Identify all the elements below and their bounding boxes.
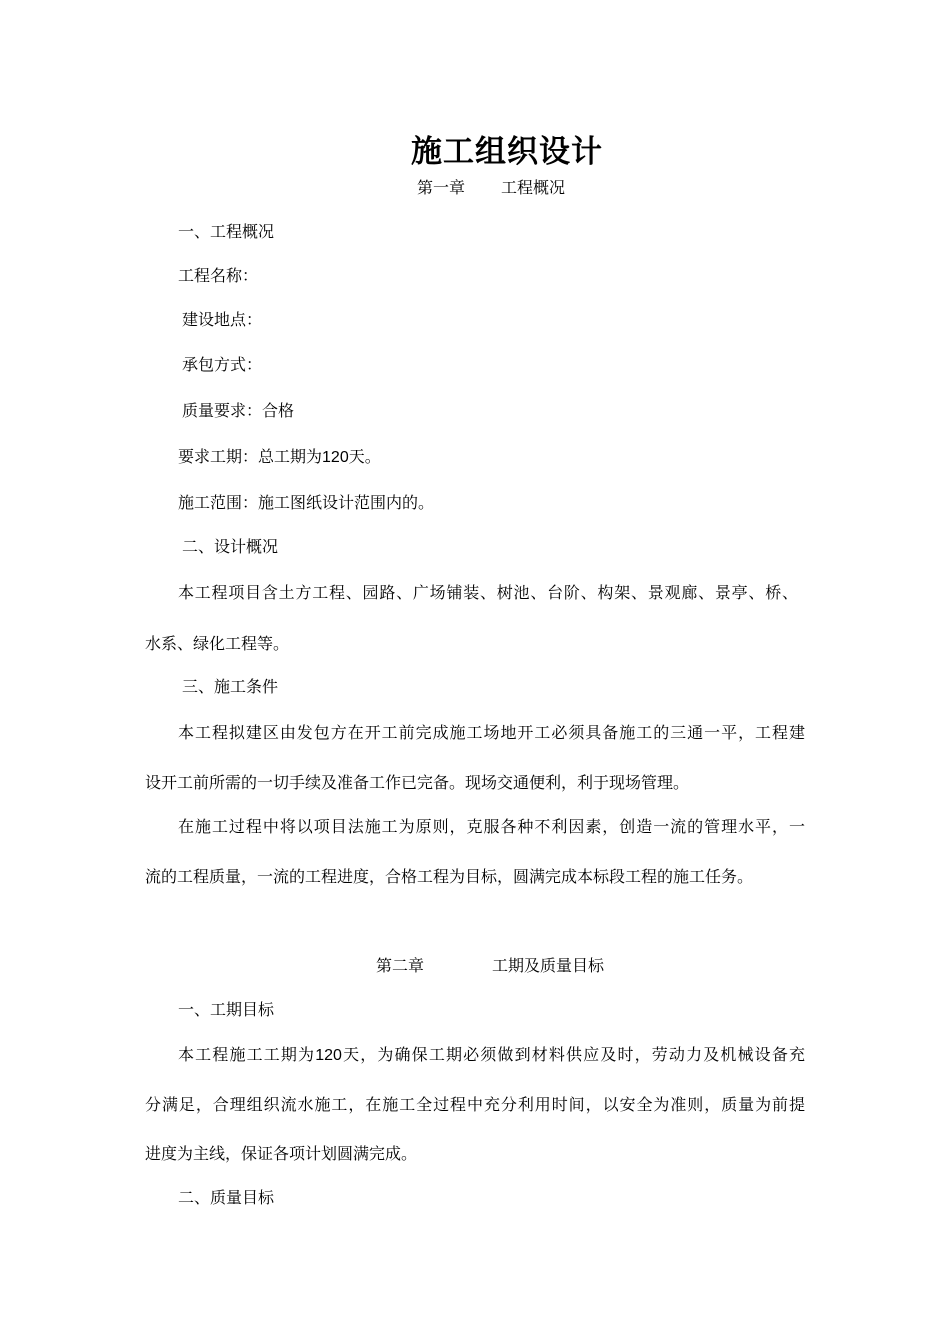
schedule-goal-line1 — [178, 1045, 805, 1066]
duration-suffix: 天。 — [348, 447, 381, 466]
schedule-goal-days: 120 — [315, 1047, 342, 1064]
location-field: 建设地点： — [182, 310, 263, 329]
design-overview-line2: 水系、绿化工程等。 — [145, 634, 290, 653]
chapter1-name: 工程概况 — [501, 178, 566, 197]
c2-section1-heading: 一、工期目标 — [178, 1000, 275, 1019]
schedule-goal-prefix: 本工程施工工期为 — [178, 1045, 316, 1064]
chapter1-label: 第一章 — [417, 178, 466, 197]
duration-days: 120 — [322, 449, 349, 466]
schedule-goal-line3: 进度为主线，保证各项计划圆满完成。 — [145, 1144, 418, 1163]
quality-requirement-field: 质量要求：合格 — [182, 401, 295, 420]
section3-heading: 三、施工条件 — [182, 677, 279, 696]
section1-heading: 一、工程概况 — [178, 222, 275, 241]
scope-field: 施工范围：施工图纸设计范围内的。 — [178, 493, 435, 512]
conditions-p2-line1: 在施工过程中将以项目法施工为原则，克服各种不利因素，创造一流的管理水平，一 — [178, 817, 805, 836]
duration-field — [178, 447, 381, 468]
conditions-p1-line1: 本工程拟建区由发包方在开工前完成施工场地开工必须具备施工的三通一平，工程建 — [178, 723, 805, 742]
conditions-p2-line2: 流的工程质量，一流的工程进度，合格工程为目标，圆满完成本标段工程的施工任务。 — [145, 867, 754, 886]
document-title: 施工组织设计 — [411, 134, 603, 170]
chapter2-label: 第二章 — [376, 956, 425, 975]
conditions-p1-line2: 设开工前所需的一切手续及准备工作已完备。现场交通便利，利于现场管理。 — [145, 773, 690, 792]
section2-heading: 二、设计概况 — [182, 537, 279, 556]
chapter2-heading — [376, 956, 604, 976]
project-name-field: 工程名称： — [178, 266, 259, 285]
chapter1-heading — [417, 178, 565, 198]
chapter2-name: 工期及质量目标 — [492, 956, 605, 975]
design-overview-line1: 本工程项目含土方工程、园路、广场铺装、树池、台阶、构架、景观廊、景亭、桥、 — [178, 583, 798, 602]
schedule-goal-suffix: 天，为确保工期必须做到材料供应及时，劳动力及机械设备充 — [341, 1045, 805, 1064]
contract-mode-field: 承包方式： — [182, 355, 263, 374]
c2-section2-heading: 二、质量目标 — [178, 1188, 275, 1207]
duration-prefix: 要求工期：总工期为 — [178, 447, 323, 466]
schedule-goal-line2: 分满足，合理组织流水施工，在施工全过程中充分利用时间，以安全为准则，质量为前提 — [145, 1095, 805, 1114]
